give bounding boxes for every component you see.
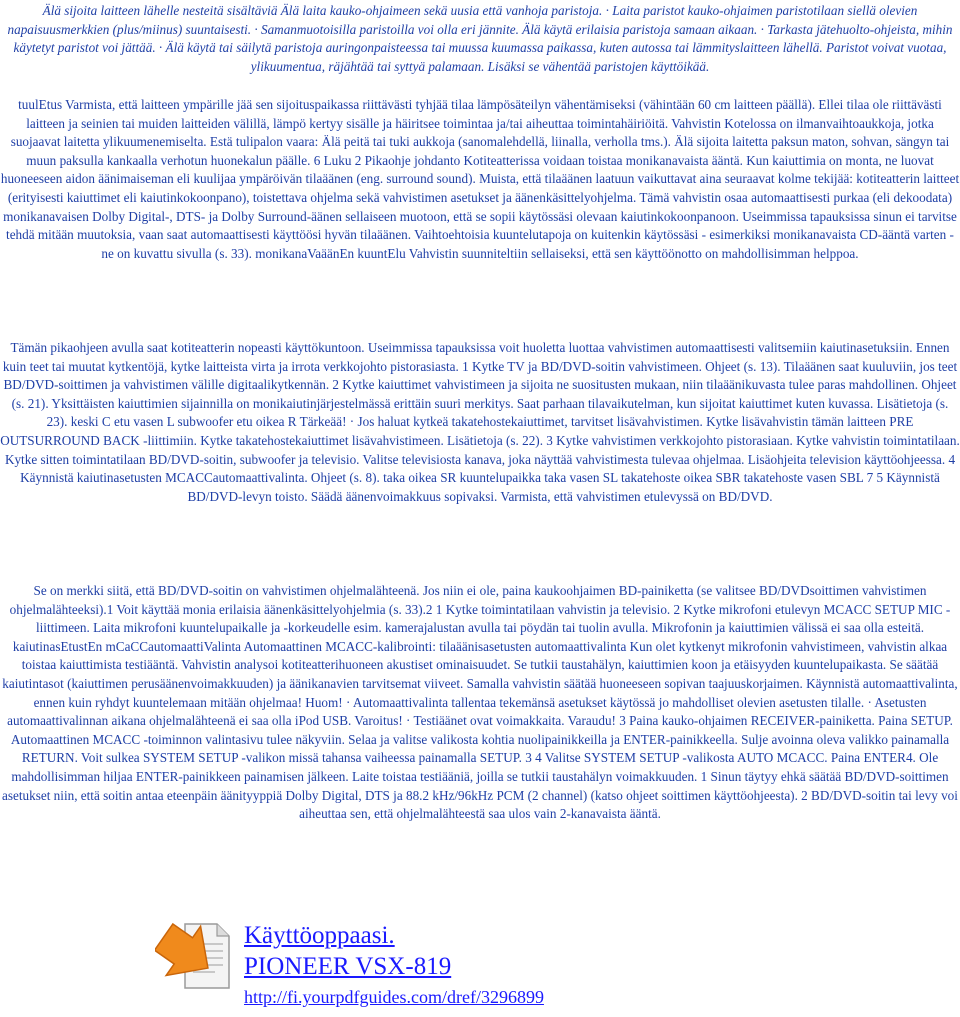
model-link[interactable]: PIONEER VSX-819: [244, 953, 452, 980]
pdf-download-icon[interactable]: [155, 918, 235, 1003]
paragraph-battery-warnings: [0, 2, 960, 76]
guide-title-link[interactable]: Käyttöoppaasi.: [244, 922, 395, 949]
footer-links: [244, 920, 544, 1010]
paragraph-ventilation: [0, 96, 960, 263]
paragraph-text: Tämän pikaohjeen avulla saat kotiteatterin nopeasti käyttökuntoon. Useimmissa tapauksissa voit huoletta luottaa vahvistimen automaattisesti valitsemiin kaiutinasetuksiin. Ennen kuin teet tai muutat kytkentöjä, kytke laitteista virta ja irrota verkkojohto pistorasiasta. 1 Kytke TV ja BD/DVD-soitin vahvistimeen. Ohjeet (s. 13). Tilaäänen saat kuuluviin, jos teet BD/DVD-soittimen ja vahvistimen välille digitaalikytkennän. 2 Kytke kaiuttimet vahvistimeen ja sijoita ne suositusten mukaan, niin tilaäänikuvasta tulee paras mahdollinen. Ohjeet (s. 21). Yksittäisten kaiuttimien sijainnilla on monikaiutinjärjestelmässä erittäin suuri merkitys. Saat parhaan tilavaikutelman, kun sijoitat kaiuttimet kuten kuvassa. Lisätietoja (s. 23). keski C etu vasen L subwoofer etu oikea R Tärkeää! · Jos haluat kytkeä takatehostekaiuttimet, tarvitset lisävahvistimen. Kytke lisävahvistin tämän laitteen PRE OUTSURROUND BACK -liittimiin. Kytke takatehostekaiuttimet lisävahvistimeen. Lisätietoja (s. 22). 3 Kytke vahvistimen verkkojohto pistorasiaan. Kytke vahvistin toimintatilaan. Kytke sitten toimintatilaan BD/DVD-soitin, subwoofer ja televisio. Valitse televisiosta kanava, joka näyttää vahvistimesta tulevaa ohjelmaa. Lisäohjeita television käyttöohjeessa. 4 Käynnistä kaiutinasetusten MCACCautomaattivalinta. Ohjeet (s. 8). taka oikea SR kuuntelupaikka taka vasen SL takatehoste oikea SBR takatehoste vasen SBL 7 5 Käynnistä BD/DVD-levyn toisto. Säädä äänenvoimakkuus sopivaksi. Varmista, että vahvistimen etulevyssä on BD/DVD.: [0, 340, 960, 504]
paragraph-text: tuulEtus Varmista, että laitteen ympärille jää sen sijoituspaikassa riittävästi tyhjää tilaa lämpösäteilyn vähentämiseksi (vähintään 60 cm laitteen päällä). Ellei tilaa ole riittävästi laitteen ja seinien tai muiden laitteiden välillä, lämpö kertyy sisälle ja häiritsee toimintaa ja/tai aiheuttaa toimintahäiriöitä. Vahvistin Kotelossa on ilmanvaihtoaukkoja, jotka suojaavat laitetta ylikuumenemiselta. Estä tulipalon vaara: Älä peitä tai tuki aukkoja (sanomalehdellä, liinalla, verholla tms.). Älä sijoita laitetta paksun maton, sohvan, sängyn tai muun paksulla kankaalla verhotun huonekalun päälle. 6 Luku 2 Pikaohje johdanto Kotiteatterissa voidaan toistaa monikanavaista ääntä. Kun kaiuttimia on monta, ne luovat huoneeseen aidon äänimaiseman eli kuulijaa ympäröivän tilaäänen (eng. surround sound). Muista, että tilaäänen laatuun vaikuttavat aina seuraavat kolme tekijää: kotiteatterin laitteet (erityisesti kaiuttimet eli kaiutinkokoonpano), toistettava ohjelma sekä vahvistimen asetukset ja äänenkäsittelyohjelma. Tämä vahvistin osaa automaattisesti purkaa (eli dekoodata) monikanavaisen Dolby Digital-, DTS- ja Dolby Surround-äänen sellaiseen muotoon, että se sopii käytössäsi olevaan kaiutinkokoonpanoon. Useimmissa tapauksissa sinun ei tarvitse tehdä mitään muutoksia, vaan saat automaattisesti käyttöösi hyvän tilaäänen. Vaihtoehtoisia kuuntelutapoja on kuitenkin käytössäsi - esimerkiksi monikanavaista CD-ääntä varten - ne on kuvattu sivulla (s. 33). monikanaVaäänEn kuuntElu Vahvistin suunniteltiin sellaiseksi, että sen käyttöönotto on mahdollisimman helppoa.: [0, 97, 960, 261]
paragraph-text: Se on merkki siitä, että BD/DVD-soitin on vahvistimen ohjelmalähteenä. Jos niin ei ole, paina kaukoohjaimen BD-painiketta (se valitsee BD/DVDsoittimen vahvistimen ohjelmalähteeksi).1 Voit käyttää monia erilaisia äänenkäsittelyohjelmia (s. 33).2 1 Kytke toimintatilaan vahvistin ja televisio. 2 Kytke mikrofoni etulevyn MCACC SETUP MIC -liittimeen. Laita mikrofoni kuuntelupaikalle ja -korkeudelle esim. kamerajalustan avulla tai pöydän tai tuolin avulla. Mikrofonin ja kaiuttimien välissä ei saa olla esteitä. kaiutinasEtustEn mCaCCautomaattiValinta Automaattinen MCACC-kalibrointi: tilaäänisasetusten automaattivalinta Kun olet kytkenyt mikrofonin vahvistimeen, vahvistin alkaa toistaa kaiuttimista testiääntä. Vahvistin analysoi kotiteatterihuoneen akustiset ominaisuudet. Se tutkii taustahälyn, kaiuttimien koon ja etäisyyden kuuntelupaikasta. Se säätää kaiutintasot (kaiuttimen perusäänenvoimakkuuden) ja äänikanavien tarvitsemat viiveet. Samalla vahvistin säätää huoneeseen sopivan taajuuskorjaimen. Käynnistä automaattivalinta, ennen kuin ryhdyt kuuntelemaan mitään ohjelmaa! Huom! · Automaattivalinta tallentaa tekemänsä asetukset käytössä jo mahdolliset olevien asetusten tilalle. · Asetusten automaattivalinnan aikana ohjelmalähteenä ei saa olla iPod USB. Varoitus! · Testiäänet ovat voimakkaita. Varaudu! 3 Paina kauko-ohjaimen RECEIVER-painiketta. Paina SETUP. Automaattinen MCACC -toiminnon valintasivu tulee näkyviin. Selaa ja valitse valikosta kohtia nuolipainikkeilla ja ENTER-painikkeella. Sulje avoinna oleva valikko painamalla RETURN. Voit sulkea SYSTEM SETUP -valikon missä tahansa vaiheessa painamalla SETUP. 3 4 Valitse SYSTEM SETUP -valikosta AUTO MCACC. Paina ENTER4. Ole mahdollisimman hiljaa ENTER-painikkeen painamisen jälkeen. Laite toistaa testiääniä, joilla se tutkii taustahälyn voimakkuuden. 1 Sinun täytyy ehkä säätää BD/DVD-soittimen asetukset niin, että soitin antaa eteenpäin äänityyppiä Dolby Digital, DTS ja 88.2 kHz/96kHz PCM (2 channel) (katso ohjeet soittimen käyttöohjeesta). 2 BD/DVD-soitin tai levy voi aiheuttaa sen, että ohjelmalähteestä saa ulos vain 2-kanavaista ääntä.: [2, 583, 958, 822]
paragraph-mcacc-setup: [0, 582, 960, 824]
paragraph-quick-guide: [0, 339, 960, 506]
paragraph-text: Älä sijoita laitteen lähelle nesteitä sisältäviä Älä laita kauko-ohjaimeen sekä uusia että vanhoja paristoja. · Laita paristot kauko-ohjaimen paristotilaan siellä olevien napaisuusmerkkien (plus/miinus) suuntaisesti. · Samanmuotoisilla paristoilla voi olla eri jännite. Älä käytä erilaisia paristoja samaan aikaan. · Tarkasta jätehuolto-ohjeista, mihin käytetyt paristot voi jättää. · Älä käytä tai säilytä paristoja auringonpaisteessa tai muussa kuumassa paikassa, kuten autossa tai lämmityslaitteen lähellä. Paristot voivat vuotaa, ylikuumentua, räjähtää tai syttyä palamaan. Lisäksi se vähentää paristojen käyttöikää.: [7, 3, 953, 74]
download-footer: [155, 918, 655, 1013]
guide-url-link[interactable]: http://fi.yourpdfguides.com/dref/3296899: [244, 987, 544, 1007]
